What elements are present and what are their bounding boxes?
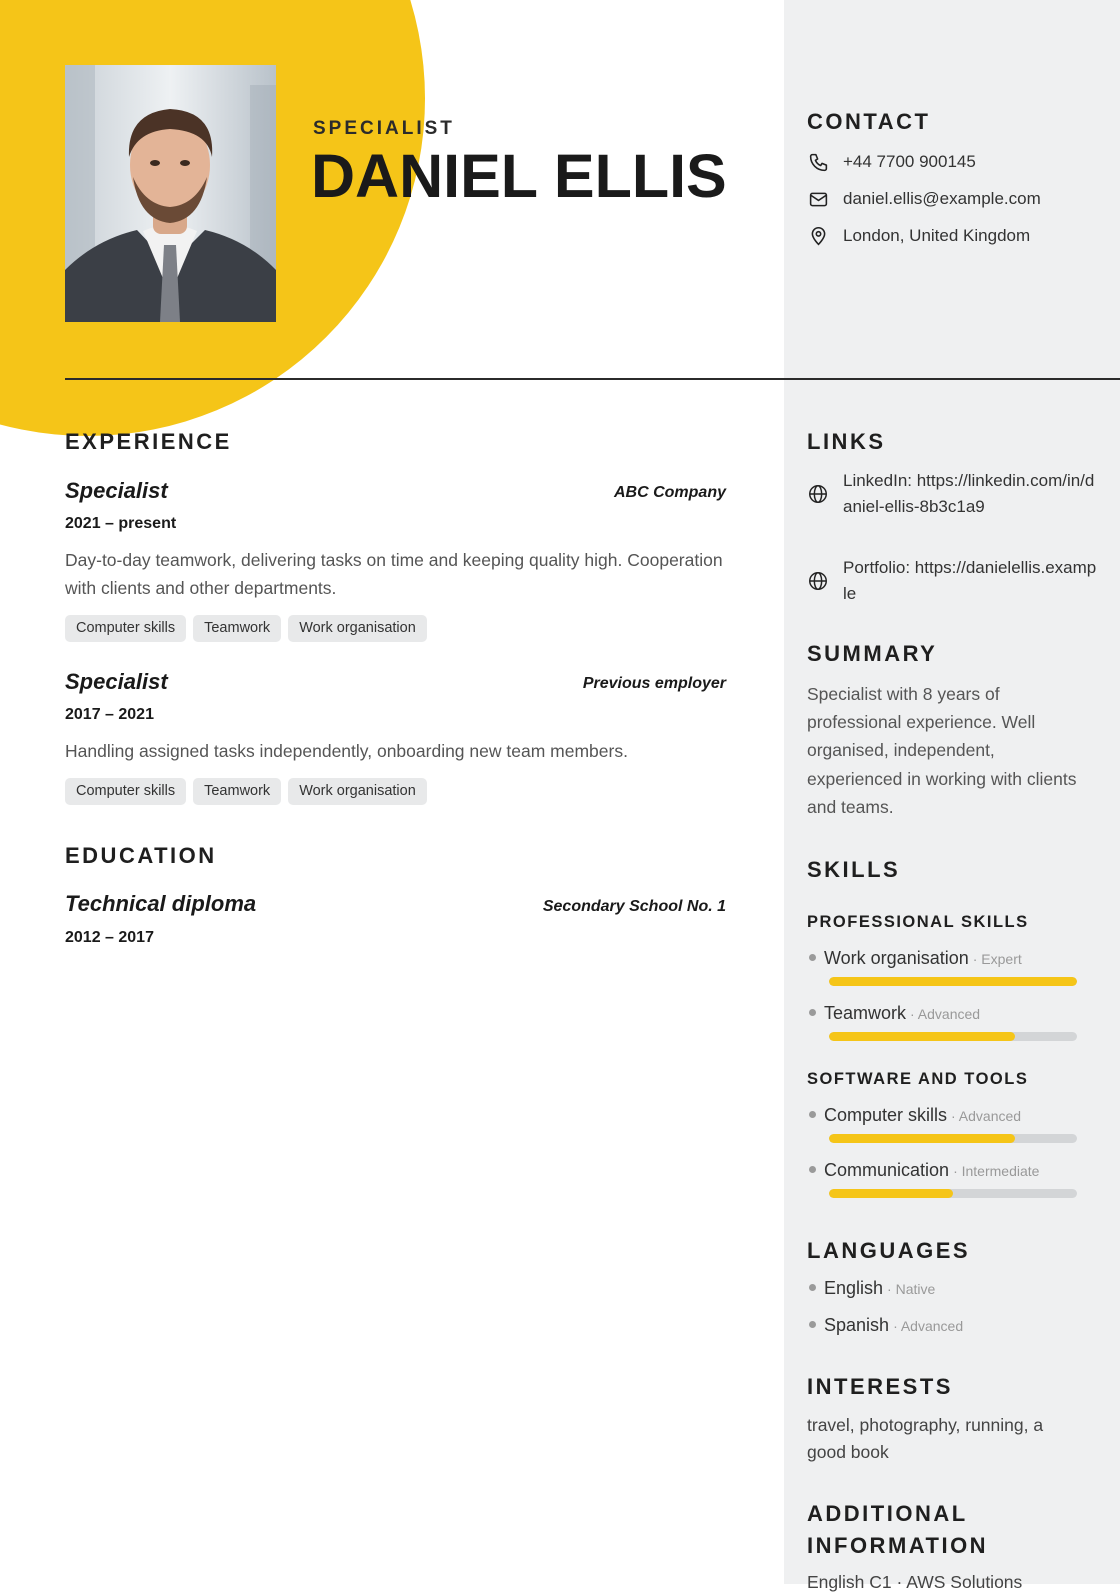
skill-bar-fill [829,977,1077,986]
contact-phone-text: +44 7700 900145 [843,152,976,171]
links-heading: LINKS [807,429,886,454]
interests-text: travel, photography, running, a good book [807,1415,1044,1462]
language-level: · Advanced [893,1318,964,1334]
globe-icon [807,483,829,505]
mail-icon [807,188,829,210]
job-tags [65,615,427,642]
skill-item [807,1003,1077,1041]
language-level: · Native [887,1281,936,1297]
bullet-dot [809,1166,816,1173]
education-title: Technical diploma [65,891,257,916]
skill-bar [829,1189,1077,1198]
contact-heading: CONTACT [807,109,931,134]
skill-name: Communication [824,1160,950,1180]
language-item [807,1315,963,1336]
skill-name: Work organisation [824,948,969,968]
bullet-dot [809,1111,816,1118]
skill-item [807,1160,1077,1198]
bullet-dot [809,1321,816,1328]
link-portfolio[interactable] [807,555,1097,607]
languages-heading: LANGUAGES [807,1238,971,1263]
professional-skills-heading: PROFESSIONAL SKILLS [807,913,1029,931]
job-tags [65,778,427,805]
job-dates: 2021 – present [65,515,177,532]
additional-info-heading: ADDITIONAL INFORMATION [807,1501,989,1558]
skill-level: · Advanced [910,1006,981,1022]
skill-level: · Expert [972,951,1022,967]
education-school: Secondary School No. 1 [542,898,726,915]
education-heading: EDUCATION [65,843,217,868]
link-linkedin[interactable] [807,468,1097,520]
language-item [807,1278,935,1299]
skill-bar [829,977,1077,986]
bullet-dot [809,954,816,961]
header-divider [65,378,1120,380]
contact-location-text: London, United Kingdom [843,226,1031,245]
candidate-name: DANIEL ELLIS [311,142,727,210]
headline-role: SPECIALIST [313,118,455,139]
job-dates: 2017 – 2021 [65,706,154,723]
job-company: Previous employer [582,675,726,692]
job-company: ABC Company [613,484,726,501]
job-description: Day-to-day teamwork, delivering tasks on time and keeping quality high. Cooperation with clients and other departments. [65,550,723,598]
education-dates: 2012 – 2017 [65,929,154,946]
skill-name: Computer skills [824,1105,948,1125]
skill-tag: Computer skills [65,615,186,642]
skill-tag: Work organisation [288,615,427,642]
skill-tag: Work organisation [288,778,427,805]
skill-bar-fill [829,1032,1015,1041]
skill-level: · Advanced [951,1108,1022,1124]
link-portfolio-text[interactable]: Portfolio: https://danielellis.example [843,558,1097,603]
summary-text: Specialist with 8 years of professional experience. Well organised, independent, experienced in working with clients and teams. [807,684,1077,817]
language-name: Spanish [824,1315,890,1335]
bullet-dot [809,1284,816,1291]
skill-bar [829,1032,1077,1041]
skill-level: · Intermediate [953,1163,1040,1179]
location-pin-icon [807,225,829,247]
job-title: Specialist [65,478,168,503]
skill-bar [829,1134,1077,1143]
summary-heading: SUMMARY [807,641,938,666]
experience-heading: EXPERIENCE [65,429,232,454]
globe-icon [807,570,829,592]
profile-photo [65,65,276,322]
skill-tag: Computer skills [65,778,186,805]
skill-name: Teamwork [824,1003,907,1023]
skill-bar-fill [829,1134,1015,1143]
skills-heading: SKILLS [807,857,901,882]
language-name: English [824,1278,884,1298]
link-linkedin-text[interactable]: LinkedIn: https://linkedin.com/in/daniel-ellis-8b3c1a9 [843,471,1095,516]
contact-email-text: daniel.ellis@example.com [843,189,1041,208]
skill-item [807,948,1077,986]
skill-tag: Teamwork [193,778,281,805]
contact-location [807,225,1030,247]
bullet-dot [809,1009,816,1016]
phone-icon [807,151,829,173]
skill-bar-fill [829,1189,953,1198]
additional-info-text: English C1 · AWS Solutions [807,1572,1023,1592]
job-title: Specialist [65,669,168,694]
contact-phone [807,151,976,173]
job-description: Handling assigned tasks independently, onboarding new team members. [65,741,628,761]
interests-heading: INTERESTS [807,1374,953,1399]
software-tools-heading: SOFTWARE AND TOOLS [807,1070,1029,1088]
contact-email [807,188,1041,210]
skill-tag: Teamwork [193,615,281,642]
skill-item [807,1105,1077,1143]
